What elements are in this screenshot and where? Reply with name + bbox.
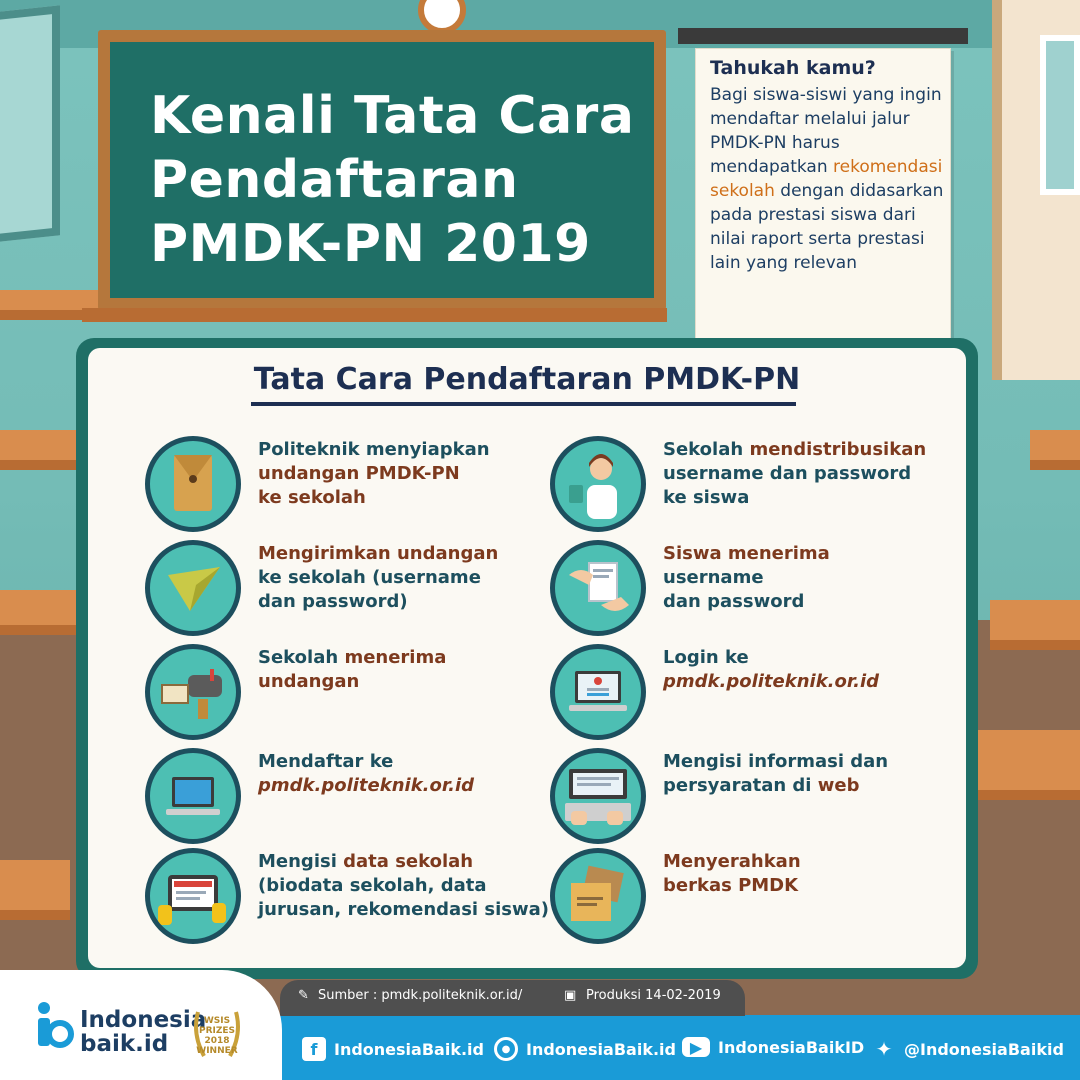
tablet-form-icon	[145, 848, 241, 944]
title-line-3: PMDK-PN 2019	[150, 214, 591, 274]
step-text	[663, 542, 963, 614]
desk-illustration	[1030, 430, 1080, 470]
teacher-icon	[550, 436, 646, 532]
mailbox-icon	[145, 644, 241, 740]
facebook-handle: IndonesiaBaik.id	[334, 1039, 484, 1059]
step-2	[145, 540, 555, 636]
step-line-part: Sekolah	[258, 647, 345, 668]
step-line: dan password	[663, 591, 805, 612]
step-1	[145, 436, 555, 532]
step-line: (biodata sekolah, data	[258, 875, 487, 896]
social-instagram[interactable]	[494, 1037, 676, 1061]
step-text	[663, 850, 963, 898]
social-twitter[interactable]	[872, 1037, 1064, 1061]
note-hanger	[678, 28, 968, 44]
pin-icon: ✎	[298, 988, 309, 1003]
step-line: Menyerahkan	[663, 851, 801, 872]
step-line-part: data sekolah	[343, 851, 474, 872]
title-line-1: Kenali Tata Cara	[150, 86, 635, 146]
step-line	[663, 774, 963, 798]
step-text	[663, 438, 963, 510]
page-title	[150, 84, 650, 276]
step-line: Mengisi informasi dan	[663, 751, 889, 772]
chalkboard	[98, 30, 666, 310]
step-text	[258, 438, 558, 510]
step-line: ke sekolah (username	[258, 567, 481, 588]
step-line-part: persyaratan di	[663, 775, 818, 796]
brand-name	[80, 1008, 206, 1056]
step-3	[145, 644, 555, 740]
step-7	[550, 540, 960, 636]
fact-body	[710, 83, 946, 275]
step-line	[258, 850, 558, 874]
paper-plane-icon	[145, 540, 241, 636]
source-label: Sumber : pmdk.politeknik.or.id/	[318, 988, 523, 1003]
step-text	[258, 646, 558, 694]
step-line: undangan PMDK-PN	[258, 463, 460, 484]
fact-note	[695, 48, 951, 340]
step-text	[663, 646, 963, 694]
step-line-part: web	[817, 775, 860, 796]
step-text	[663, 750, 963, 798]
steps-card	[88, 348, 966, 968]
step-5	[145, 848, 555, 944]
step-line: Siswa menerima	[663, 543, 830, 564]
instagram-icon: ●	[494, 1037, 518, 1061]
twitter-handle: @IndonesiaBaikid	[904, 1039, 1064, 1059]
desk-illustration	[990, 600, 1080, 650]
title-underline	[251, 402, 796, 406]
indonesia-baik-logo-icon	[36, 1000, 74, 1048]
step-text	[258, 542, 558, 614]
desk-illustration	[0, 860, 70, 920]
step-10	[550, 848, 960, 944]
step-4	[145, 748, 555, 844]
step-line-part: mendistribusikan	[749, 439, 927, 460]
door-window-illustration	[1040, 35, 1080, 195]
desk-illustration	[960, 730, 1080, 800]
step-line: berkas PMDK	[663, 875, 799, 896]
keyboard-typing-icon	[550, 748, 646, 844]
step-line: jurusan, rekomendasi siswa)	[258, 899, 549, 920]
steps-title: Tata Cara Pendaftaran PMDK-PN	[253, 362, 801, 397]
chalkboard-shelf	[82, 308, 667, 322]
login-screen-icon	[550, 644, 646, 740]
step-line: dan password)	[258, 591, 408, 612]
step-line: Mengirimkan undangan	[258, 543, 499, 564]
social-facebook[interactable]	[302, 1037, 484, 1061]
step-line-part: Sekolah	[663, 439, 750, 460]
social-youtube[interactable]	[682, 1037, 864, 1057]
step-8	[550, 644, 960, 740]
step-line: Login ke	[663, 647, 749, 668]
step-9	[550, 748, 960, 844]
step-line-part: Mengisi	[258, 851, 344, 872]
window-illustration	[0, 5, 60, 244]
youtube-handle: IndonesiaBaikID	[718, 1037, 865, 1057]
envelope-icon	[145, 436, 241, 532]
step-text	[258, 750, 558, 798]
receive-paper-icon	[550, 540, 646, 636]
fact-text: Bagi siswa-siswi yang ingin mendaftar melalui jalur PMDK-PN harus mendapatkan	[710, 85, 942, 177]
youtube-icon: ▶	[682, 1037, 710, 1057]
brand-line: baik.id	[80, 1031, 169, 1057]
fact-text: dengan didasarkan pada prestasi siswa dari nilai raport serta prestasi lain yang relevan	[710, 181, 944, 273]
brand-panel	[0, 970, 282, 1080]
calendar-icon: ▣	[564, 988, 577, 1003]
award-badge	[190, 1004, 244, 1064]
step-line-part: menerima	[344, 647, 447, 668]
fact-highlight: rekomendasi sekolah	[710, 157, 943, 201]
step-line	[663, 438, 963, 462]
production-label: Produksi 14-02-2019	[586, 988, 721, 1003]
step-line: ke sekolah	[258, 487, 366, 508]
step-line: Mendaftar ke	[258, 751, 394, 772]
step-line: username dan password	[663, 463, 912, 484]
step-line: Politeknik menyiapkan	[258, 439, 490, 460]
brand-line: Indonesia	[80, 1007, 207, 1033]
fact-title: Tahukah kamu?	[710, 57, 876, 79]
twitter-icon: ✦	[875, 1037, 893, 1061]
award-text: WSIS PRIZES 2018 WINNER	[196, 1016, 238, 1056]
step-link-text: pmdk.politeknik.or.id	[258, 775, 475, 796]
instagram-handle: IndonesiaBaik.id	[526, 1039, 676, 1059]
documents-icon	[550, 848, 646, 944]
step-link-text: pmdk.politeknik.or.id	[663, 671, 880, 692]
facebook-icon: f	[302, 1037, 326, 1061]
step-6	[550, 436, 960, 532]
step-line: undangan	[258, 671, 360, 692]
step-text	[258, 850, 558, 922]
laptop-icon	[145, 748, 241, 844]
title-line-2: Pendaftaran	[150, 150, 519, 210]
step-line: ke siswa	[663, 487, 750, 508]
step-line	[258, 646, 558, 670]
step-line: username	[663, 567, 764, 588]
source-bar	[280, 980, 745, 1016]
